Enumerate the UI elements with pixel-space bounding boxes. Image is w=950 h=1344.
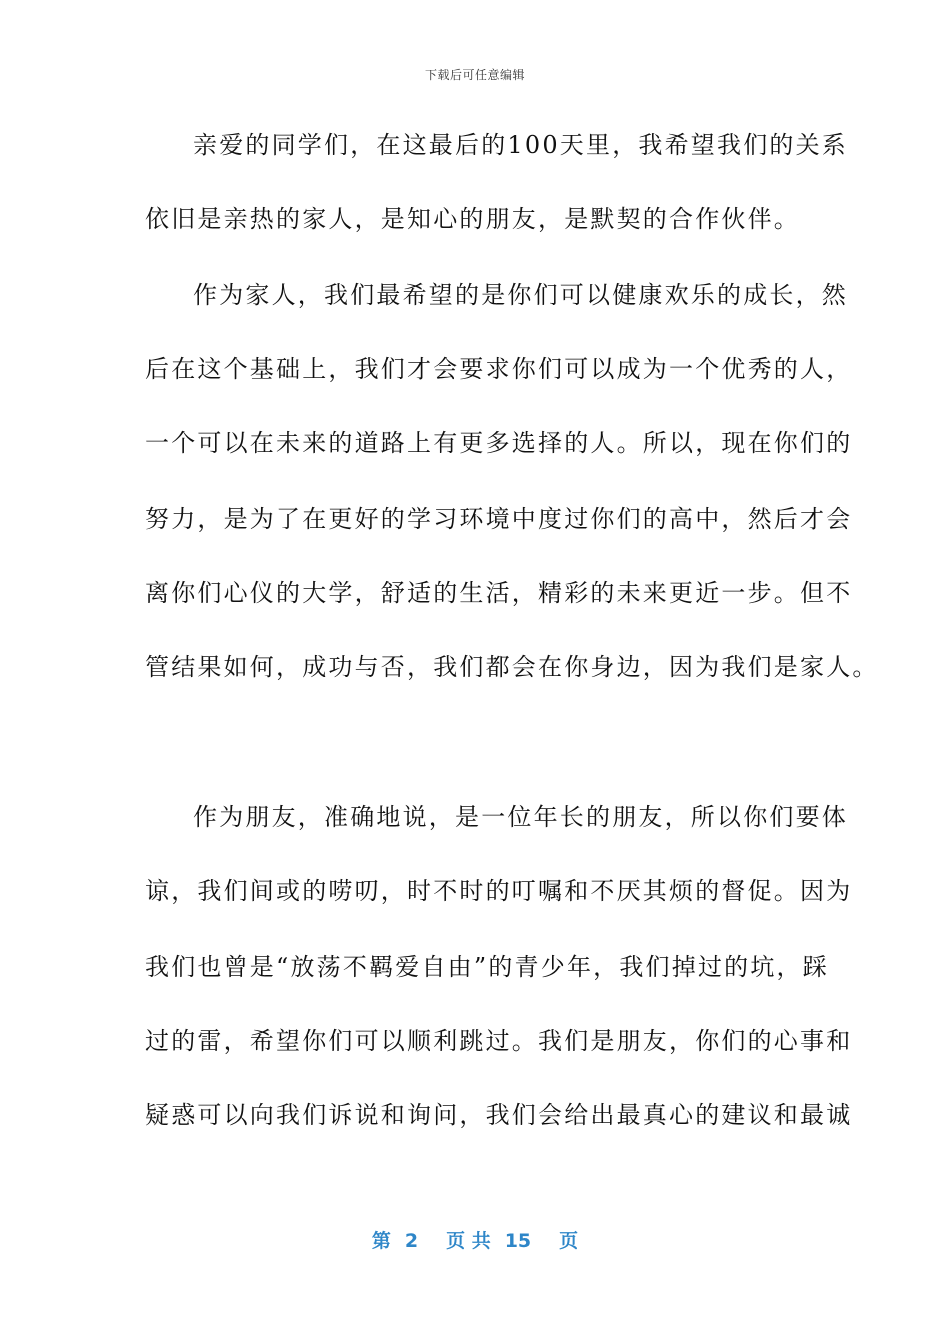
footer-total-pages: 15	[504, 1230, 532, 1252]
paragraph-1-line-1: 亲爱的同学们，在这最后的100天里，我希望我们的关系	[193, 131, 849, 159]
paragraph-1-line-2: 依旧是亲热的家人，是知心的朋友，是默契的合作伙伴。	[145, 205, 800, 233]
paragraph-3-line-4: 过的雷，希望你们可以顺利跳过。我们是朋友，你们的心事和	[145, 1027, 853, 1055]
footer-label-page: 第	[371, 1230, 391, 1252]
page-number-footer	[0, 1226, 950, 1253]
paragraph-2-line-3: 一个可以在未来的道路上有更多选择的人。所以，现在你们的	[145, 429, 853, 457]
footer-label-end: 页	[559, 1230, 579, 1252]
paragraph-2-line-6: 管结果如何，成功与否，我们都会在你身边，因为我们是家人。	[145, 653, 879, 681]
footer-label-of: 页 共	[446, 1230, 491, 1252]
paragraph-2-line-4: 努力，是为了在更好的学习环境中度过你们的高中，然后才会	[145, 505, 853, 533]
page-header: 下载后可任意编辑	[424, 68, 525, 82]
paragraph-3-line-2: 谅，我们间或的唠叨，时不时的叮嘱和不厌其烦的督促。因为	[145, 877, 853, 905]
paragraph-3-line-1: 作为朋友，准确地说，是一位年长的朋友，所以你们要体	[193, 803, 848, 831]
paragraph-2-line-1: 作为家人，我们最希望的是你们可以健康欢乐的成长，然	[193, 281, 848, 309]
paragraph-3-line-5: 疑惑可以向我们诉说和询问，我们会给出最真心的建议和最诚	[145, 1101, 853, 1129]
paragraph-2-line-5: 离你们心仪的大学，舒适的生活，精彩的未来更近一步。但不	[145, 579, 853, 607]
paragraph-2-line-2: 后在这个基础上，我们才会要求你们可以成为一个优秀的人，	[145, 355, 853, 383]
paragraph-3-line-3: 我们也曾是“放荡不羁爱自由”的青少年，我们掉过的坑，踩	[145, 953, 829, 981]
footer-current-page: 2	[404, 1230, 419, 1252]
